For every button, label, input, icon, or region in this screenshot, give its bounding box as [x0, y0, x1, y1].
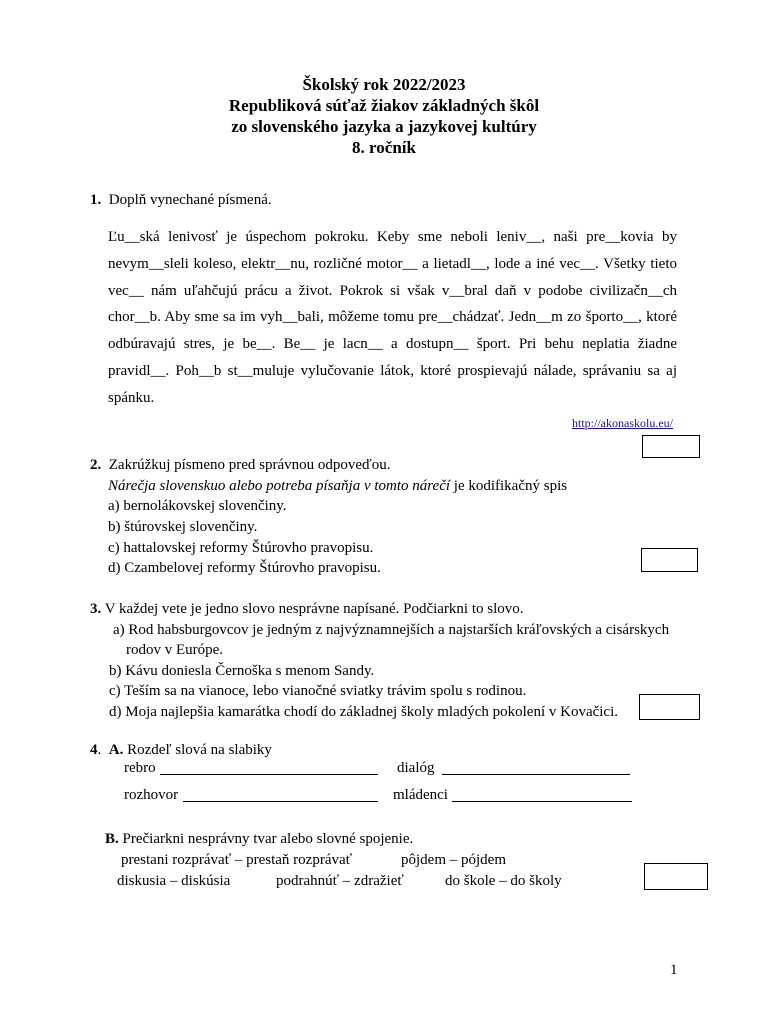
q1-text	[108, 224, 677, 412]
q2-stem	[108, 478, 567, 495]
q1-line: nevym__sleli koleso, elektr__nu, rozličné motor__ a lietadl__, lode a iné vec__. Všetky tieto	[108, 255, 677, 272]
q1-line: Ľu__ská lenivosť je úspechom pokroku. Keby sme neboli leniv__, naši pre__kovia by	[108, 229, 677, 245]
answer-line-rozhovor[interactable]	[183, 787, 378, 802]
q2-option-a[interactable]: a) bernolákovskej slovenčiny.	[108, 498, 287, 514]
q4-pair-3[interactable]: diskusia – diskúsia	[117, 873, 231, 889]
word-label: dialóg	[397, 760, 435, 776]
q3-option-b[interactable]: b) Kávu doniesla Černoška s menom Sandy.	[109, 663, 375, 679]
q1-line: vec__ nám uľahčujú prácu a život. Pokrok si však v__bral daň v podobe civilizačn__ch	[108, 282, 677, 299]
q3-heading	[90, 601, 524, 618]
answer-line-mladenci[interactable]	[452, 787, 632, 802]
score-box-q3[interactable]	[639, 694, 700, 720]
q4-pair-2[interactable]: pôjdem – pójdem	[401, 852, 506, 868]
score-box-q4[interactable]	[644, 863, 708, 890]
document-header	[0, 74, 768, 158]
q3-option-d[interactable]: d) Moja najlepšia kamarátka chodí do základnej školy mladých pokolení v Kovačici.	[109, 704, 619, 720]
q4-part-a-label: A.	[108, 742, 124, 758]
q4-part-a-instruction: Rozdeľ slová na slabiky	[127, 742, 272, 758]
q2-stem-rest: je kodifikačný spis	[450, 478, 568, 494]
q1-line: chor__b. Aby sme sa im vyh__bali, môžeme tomu pre__chádzať. Jedn__m zo športo__, ktoré	[108, 309, 677, 326]
q4-pair-1[interactable]: prestani rozprávať – prestaň rozprávať	[121, 852, 353, 868]
q4-part-b-instruction: Prečiarkni nesprávny tvar alebo slovné spojenie.	[122, 831, 414, 847]
school-year: Školský rok 2022/2023	[302, 75, 466, 94]
q1-instruction: Doplň vynechané písmená.	[108, 192, 272, 208]
q4-number-dot: .	[97, 742, 102, 758]
q3-option-c[interactable]: c) Teším sa na vianoce, lebo vianočné sviatky trávim spolu s rodinou.	[109, 683, 527, 699]
q2-instruction: Zakrúžkuj písmeno pred správnou odpoveďou.	[108, 457, 391, 473]
q1-heading	[90, 192, 272, 209]
q4-pair-5[interactable]: do škole – do školy	[445, 873, 562, 889]
q3-option-a-cont[interactable]: rodov v Európe.	[126, 642, 224, 658]
answer-line-dialog[interactable]	[442, 760, 630, 775]
q4-pair-4[interactable]: podrahnúť – zdražieť	[276, 873, 404, 889]
q3-option-a[interactable]: a) Rod habsburgovcov je jedným z najvýznamnejších a najstarších kráľovských a cisárskych	[113, 622, 670, 638]
q1-line: odbúravajú stres, je be__. Be__ je lacn__ a dostupn__ šport. Pri behu neplatia žiadne	[108, 336, 677, 353]
q1-line: pravidl__. Poh__b st__muluje vylučovanie látok, ktoré prospievajú nálade, správaniu sa aj	[108, 362, 677, 379]
q2-number: 2.	[90, 457, 102, 473]
answer-line-rebro[interactable]	[160, 760, 378, 775]
q2-option-b[interactable]: b) štúrovskej slovenčiny.	[108, 519, 258, 535]
syllable-word-dialog	[397, 760, 435, 777]
competition-title: Republiková súťaž žiakov základných škôl	[228, 96, 540, 115]
word-label: rozhovor	[124, 787, 179, 803]
source-link[interactable]: http://akonaskolu.eu/	[572, 416, 673, 430]
grade: 8. ročník	[352, 138, 416, 157]
word-label: rebro	[124, 760, 156, 776]
q1-number: 1.	[90, 192, 102, 208]
syllable-word-rebro	[124, 760, 156, 777]
q2-option-d[interactable]: d) Czambelovej reformy Štúrovho pravopisu.	[108, 560, 381, 576]
score-box-q2[interactable]	[641, 548, 698, 572]
word-label: mládenci	[393, 787, 448, 803]
q2-option-c[interactable]: c) hattalovskej reformy Štúrovho pravopisu.	[108, 540, 374, 556]
syllable-word-mladenci	[393, 787, 448, 804]
q3-number: 3.	[90, 601, 102, 617]
page-number: 1	[670, 962, 678, 978]
competition-subtitle: zo slovenského jazyka a jazykovej kultúry	[231, 117, 537, 136]
q3-instruction: V každej vete je jedno slovo nesprávne napísané. Podčiarkni to slovo.	[104, 601, 524, 617]
syllable-word-rozhovor	[124, 787, 178, 804]
q2-heading	[90, 457, 390, 474]
q4-part-b-label: B.	[105, 831, 119, 847]
q2-stem-quote: Nárečja slovenskuo alebo potreba písaňja v tomto nárečí	[108, 478, 451, 494]
q4-heading	[90, 742, 272, 759]
q4-part-b-heading	[105, 831, 413, 848]
score-box-q1[interactable]	[642, 435, 700, 458]
q4-number: 4	[90, 742, 98, 758]
q1-line: spánku.	[108, 389, 155, 406]
